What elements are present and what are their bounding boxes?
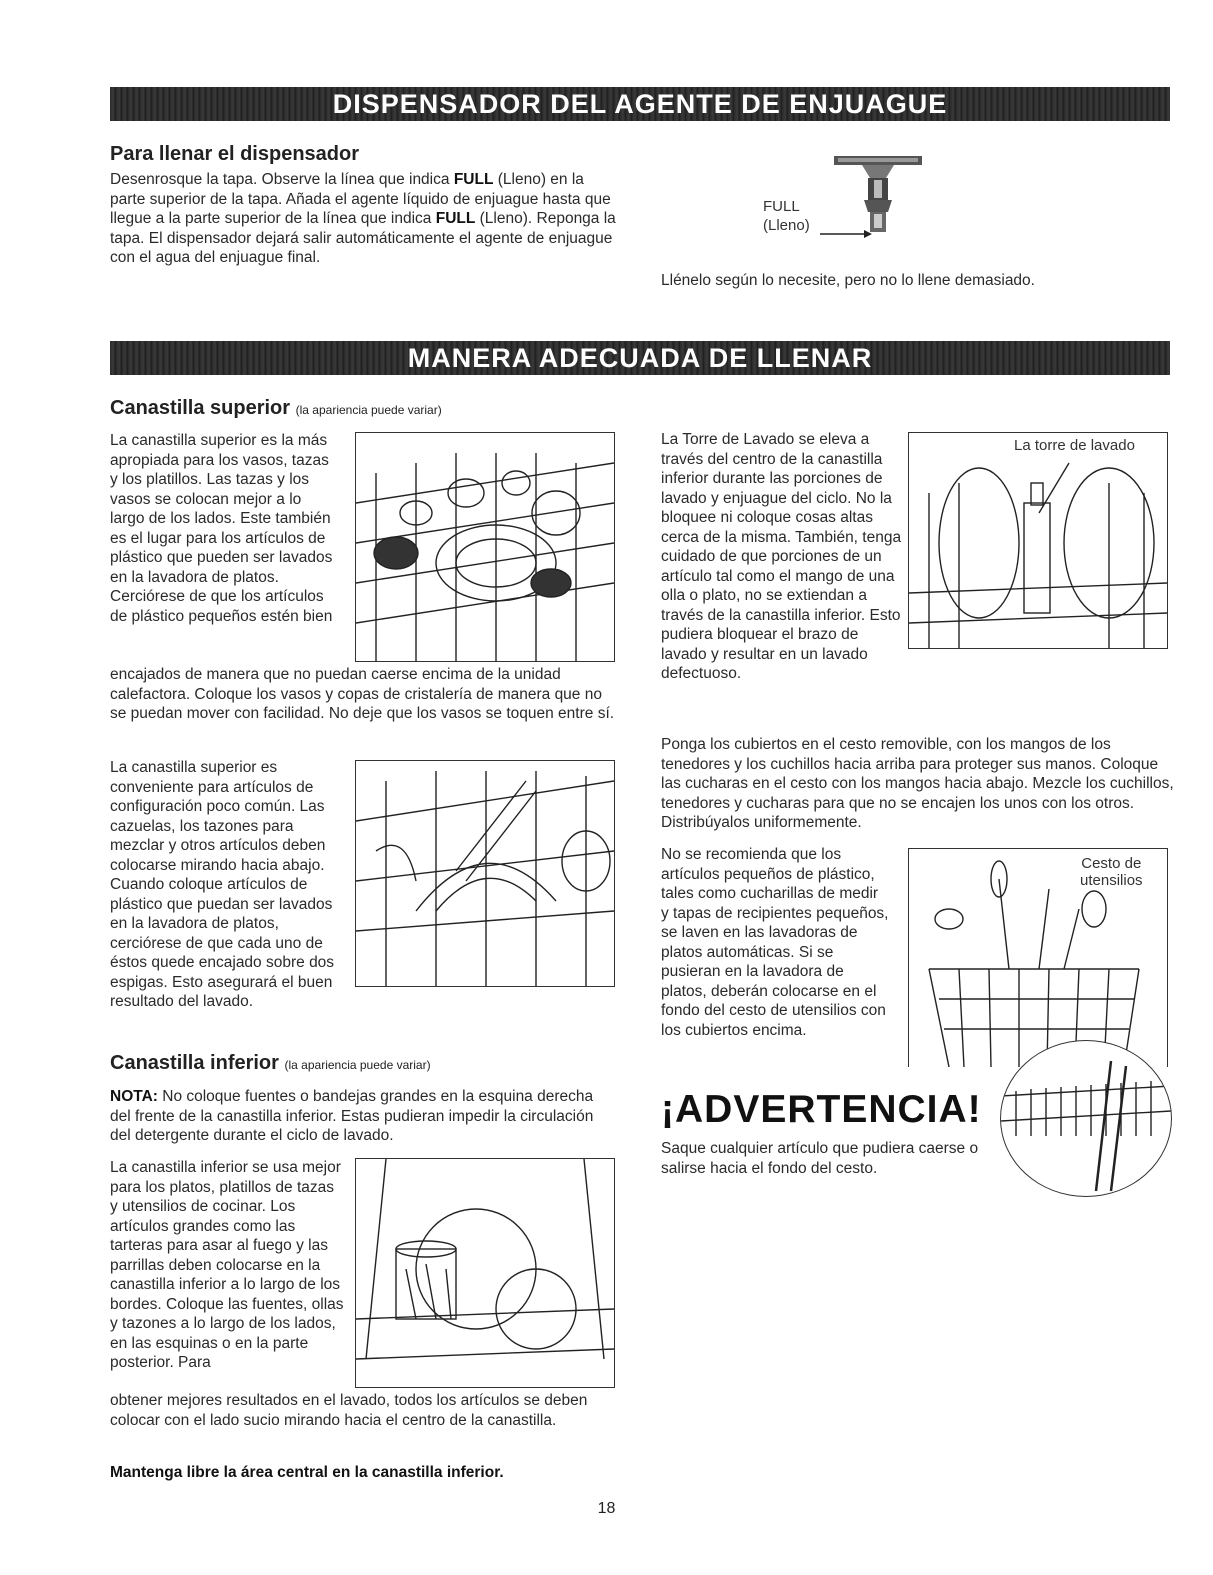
warning-text: Saque cualquier artículo que pudiera caerse o salirse hacia el fondo del cesto. (661, 1140, 979, 1177)
wash-tower-drawing (909, 433, 1167, 648)
banner-title: DISPENSADOR DEL AGENTE DE ENJUAGUE (332, 89, 948, 119)
small-items-text: No se recomienda que los artículos pequeños de plástico, tales como cucharillas de medir y tapas de recipientes pequeños, se laven en las lavadoras de platos automáticas. Si se pusieran en la lavadora de platos, deberán colocarse en el fondo del cesto de utensilios con los cubiertos encima. (661, 846, 889, 1039)
lower-rack-heading (110, 1052, 431, 1075)
cutlery-text: Ponga los cubiertos en el cesto removible, con los mangos de los tenedores y los cuchillos hacia arriba para proteger sus manos. Coloque las cucharas en el cesto con los mangos hacia abajo. Mezcle los cuchillos, tenedores y cucharas para que no se encajen los unos con los otros. Distribúyalos uniformemente. (661, 736, 1174, 831)
upper-rack-illustration (355, 432, 615, 662)
section-banner-dispenser (110, 87, 1170, 121)
diagram-label-lleno: (Lleno) (763, 217, 810, 234)
callout-line1: Cesto de (1081, 855, 1142, 872)
wash-tower-illustration (908, 432, 1168, 649)
banner-title: MANERA ADECUADA DE LLENAR (407, 343, 873, 373)
basket-detail-magnifier (1000, 1040, 1172, 1197)
magnifier-drawing (1001, 1041, 1171, 1196)
nota-label: NOTA: (110, 1088, 158, 1105)
dispenser-caption: Llénelo según lo necesite, pero no lo llene demasiado. (661, 272, 1035, 289)
lower-rack-drawing (356, 1159, 614, 1387)
callout-line2: utensilios (1080, 872, 1143, 889)
lower-rack-title: Canastilla inferior (110, 1052, 279, 1074)
section-banner-loading (110, 341, 1170, 375)
dispenser-instructions: Desenrosque la tapa. Observe la línea que indica FULL (Lleno) en la parte superior de la tapa. Añada el agente líquido de enjuague hasta que llegue a la parte superior de la línea que indica FULL (Lleno). Reponga la tapa. El dispensador dejará salir automáticamente el agente de enjuague con el agua del enjuague final. (110, 171, 616, 266)
dispenser-heading: Para llenar el dispensador (110, 143, 359, 165)
cutlery-basket-callout (1080, 855, 1143, 889)
diagram-label-full: FULL (763, 198, 800, 215)
lower-rack-note: (la apariencia puede variar) (284, 1058, 431, 1072)
upper-rack-bowls-drawing (356, 761, 614, 986)
upper-rack-text-2: La canastilla superior es conveniente para artículos de configuración poco común. Las cazuelas, los tazones para mezclar y otros artículos deben colocarse mirando hacia abajo. Cuando coloque artículos de plástico que puedan ser lavados en la lavadora de platos, cerciórese de que cada uno de éstos quede encajado sobre dos espigas. Esto asegurará el buen resultado del lavado. (110, 759, 335, 1010)
upper-rack-heading (110, 397, 442, 420)
upper-rack-text-full: encajados de manera que no puedan caerse encima de la unidad calefactora. Coloque los vasos y copas de cristalería de manera que no se puedan mover con facilidad. No deje que los vasos se toquen entre sí. (110, 666, 615, 722)
upper-rack-note: (la apariencia puede variar) (295, 403, 442, 417)
upper-rack-bowls-illustration (355, 760, 615, 987)
wash-tower-text: La Torre de Lavado se eleva a través del centro de la canastilla inferior durante las porciones de lavado y enjuague del ciclo. No la bloquee ni coloque cosas altas cerca de la misma. También, tenga cuidado de que porciones de un artículo tal como el mango de una olla o plato, no se extiendan a través de la canastilla inferior. Esto pudiera bloquear el brazo de lavado y resultar en un lavado defectuoso. (661, 431, 902, 682)
lower-rack-text-side: La canastilla inferior se usa mejor para los platos, platillos de tazas y utensilios de cocinar. Los artículos grandes como las tarteras para asar al fuego y las parrillas deben colocarse en la canastilla inferior a lo largo de los bordes. Coloque las fuentes, ollas y tazones a lo largo de los lados, en las esquinas o en la parte posterior. Para (110, 1159, 344, 1371)
lower-rack-text-full: obtener mejores resultados en el lavado, todos los artículos se deben colocar con el lado sucio mirando hacia el centro de la canastilla. (110, 1392, 588, 1429)
nota-text: No coloque fuentes o bandejas grandes en la esquina derecha del frente de la canastilla inferior. Estas pudieran impedir la circulación del detergente durante el ciclo de lavado. (110, 1088, 594, 1144)
lower-rack-bold-note: Mantenga libre la área central en la canastilla inferior. (110, 1464, 504, 1481)
lower-rack-nota (110, 1087, 610, 1146)
warning-title: ¡ADVERTENCIA! (661, 1088, 982, 1131)
lower-rack-illustration (355, 1158, 615, 1388)
upper-rack-title: Canastilla superior (110, 397, 291, 419)
upper-rack-text-side: La canastilla superior es la más apropiada para los vasos, tazas y los platillos. Las tazas y los vasos se colocan mejor a lo largo de los lados. Este también es el lugar para los artículos de plástico que pueden ser lavados en la lavadora de platos. Cerciórese de que los artículos de plástico pequeños estén bien (110, 432, 333, 625)
wash-tower-callout: La torre de lavado (1014, 437, 1135, 454)
page-number: 18 (597, 1500, 616, 1517)
upper-rack-drawing (356, 433, 614, 661)
